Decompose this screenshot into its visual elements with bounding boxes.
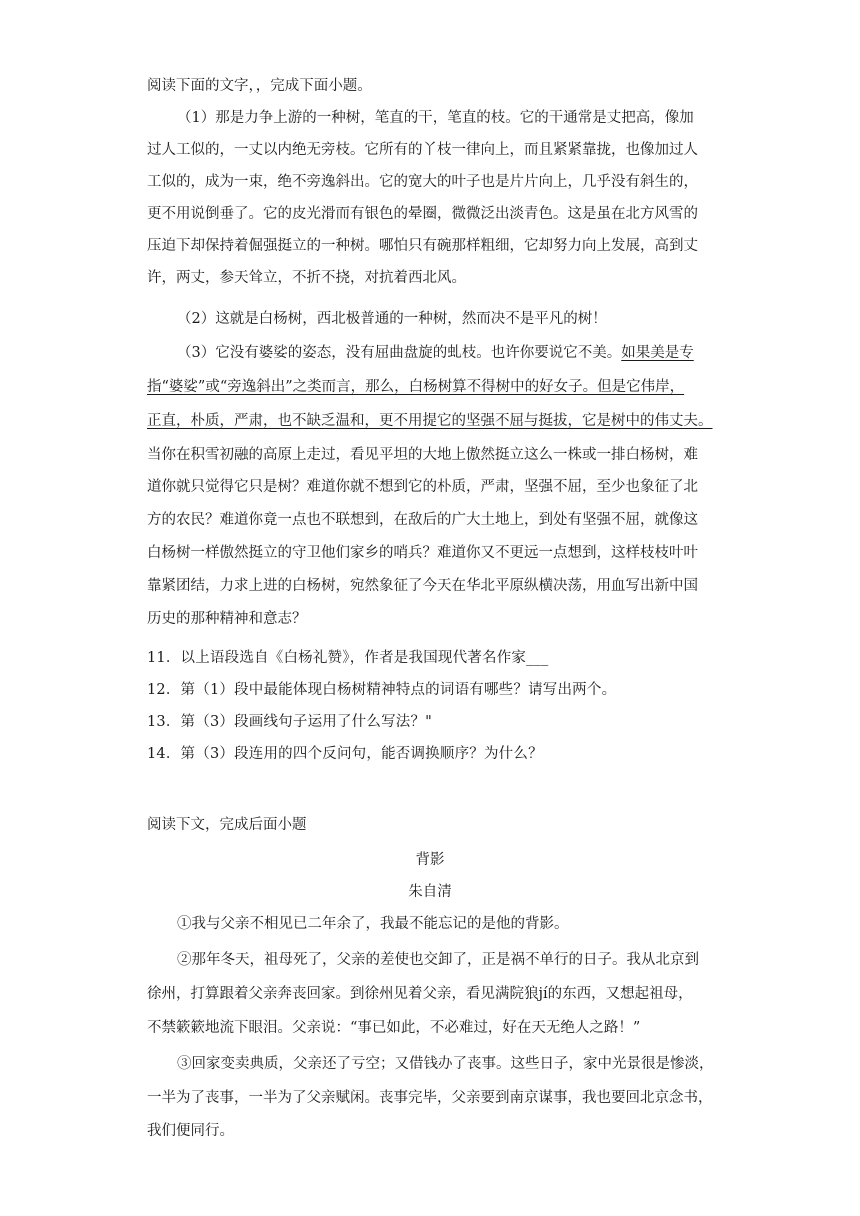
article-p2-line-2: 徐州，打算跟着父亲奔丧回家。到徐州见着父亲，看见满院狼jí的东西，又想起祖母， (147, 986, 693, 1002)
p3-line-1 (177, 343, 694, 363)
article-title: 背影 (415, 852, 445, 868)
p1-line-6: 许，两丈，参天耸立，不折不挠，对抗着西北风。 (147, 270, 466, 286)
article-p3-line-2: 一半为了丧事，一半为了父亲赋闲。丧事完毕，父亲要到南京谋事，我也要回北京念书， (147, 1090, 713, 1106)
p1-line-4: 更不用说倒垂了。它的皮光滑而有银色的晕圈，微微泛出淡青色。这是虽在北方风雪的 (147, 206, 698, 222)
p3-line-1-plain: （3）它没有婆娑的姿态，没有屈曲盘旋的虬枝。也许你要说它不美。 (177, 345, 622, 361)
article-p1: ①我与父亲不相见已二年余了，我最不能忘记的是他的背影。 (177, 916, 569, 932)
article-p2-line-3: 不禁簌簌地流下眼泪。父亲说：“事已如此，不必难过，好在天无绝人之路！” (147, 1020, 641, 1036)
underlined-sentence-line-2: 指“婆娑”或“旁逸斜出”之类而言，那么，白杨树算不得树中的好女子。但是它伟岸， (147, 379, 685, 395)
article-p3-line-1: ③回家变卖典质，父亲还了亏空；又借钱办了丧事。这些日子，家中光景很是惨淡， (177, 1056, 714, 1072)
question-12: 12．第（1）段中最能体现白杨树精神特点的词语有哪些？请写出两个。 (147, 682, 617, 698)
article-p2-line-1: ②那年冬天，祖母死了，父亲的差使也交卸了，正是祸不单行的日子。我从北京到 (177, 952, 699, 968)
p1-line-3: 工似的，成为一束，绝不旁逸斜出。它的宽大的叶子也是片片向上，几乎没有斜生的， (147, 174, 698, 190)
section2-intro: 阅读下文，完成后面小题 (147, 817, 307, 833)
p3-rest-line-4: 白杨树一样傲然挺立的守卫他们家乡的哨兵？难道你又不更远一点想到，这样枝枝叶叶 (147, 545, 698, 561)
article-p3-line-3: 我们便同行。 (147, 1123, 234, 1139)
section1-intro: 阅读下面的文字，，完成下面小题。 (147, 78, 372, 94)
p3-rest-line-3: 方的农民？难道你竟一点也不联想到，在敌后的广大土地上，到处有坚强不屈，就像这 (147, 512, 698, 528)
article-author: 朱自清 (408, 884, 452, 900)
p1-line-2: 过人工似的，一丈以内绝无旁枝。它所有的丫枝一律向上，而且紧紧靠拢，也像加过人 (147, 142, 698, 158)
underlined-sentence-start: 如果美是专 (621, 345, 694, 361)
p1-line-1: （1）那是力争上游的一种树，笔直的干，笔直的枝。它的干通常是丈把高，像加 (177, 110, 694, 126)
underlined-sentence-line-3: 正直，朴质，严肃，也不缺乏温和，更不用提它的坚强不屈与挺拔，它是树中的伟丈夫。 (147, 413, 713, 429)
p3-rest-line-6: 历史的那种精神和意志？ (147, 611, 307, 627)
p3-rest-line-1: 当你在积雪初融的高原上走过，看见平坦的大地上傲然挺立这么一株或一排白杨树，难 (147, 447, 698, 463)
paragraph-2: （2）这就是白杨树，西北极普通的一种树，然而决不是平凡的树！ (177, 311, 607, 327)
question-11: 11．以上语段选自《白杨礼赞》，作者是我国现代著名作家___ (147, 650, 549, 666)
question-13: 13．第（3）段画线句子运用了什么写法？" (147, 714, 433, 730)
p3-rest-line-2: 道你就只觉得它只是树？难道你就不想到它的朴质，严肃，坚强不屈，至少也象征了北 (147, 479, 698, 495)
p1-line-5: 压迫下却保持着倔强挺立的一种树。哪怕只有碗那样粗细，它却努力向上发展，高到丈 (147, 238, 698, 254)
question-14: 14．第（3）段连用的四个反问句，能否调换顺序？为什么？ (147, 746, 543, 762)
p3-rest-line-5: 靠紧团结，力求上进的白杨树，宛然象征了今天在华北平原纵横决荡，用血写出新中国 (147, 578, 698, 594)
